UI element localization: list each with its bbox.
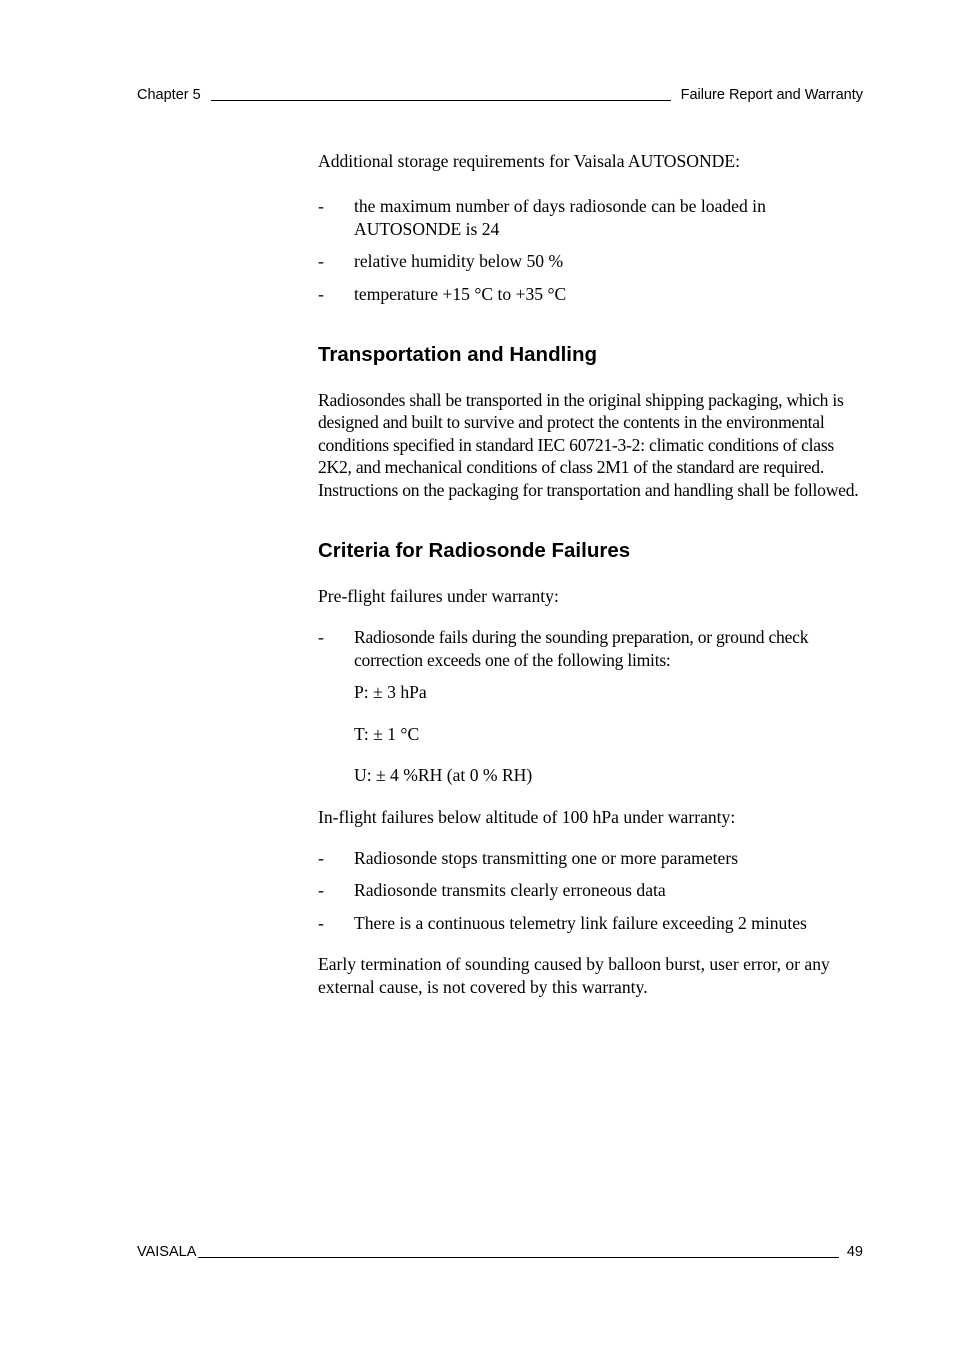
list-item: - temperature +15 °C to +35 °C bbox=[318, 283, 567, 304]
section-heading-criteria: Criteria for Radiosonde Failures bbox=[318, 539, 631, 563]
footer-brand: VAISALA bbox=[137, 1244, 197, 1260]
limit-temperature: T: ± 1 °C bbox=[354, 723, 420, 744]
preflight-list bbox=[318, 626, 866, 671]
page-header bbox=[137, 87, 863, 103]
limit-pressure: P: ± 3 hPa bbox=[354, 682, 427, 703]
page-number: 49 bbox=[846, 1244, 863, 1260]
inflight-intro: In-flight failures below altitude of 100 hPa under warranty: bbox=[318, 806, 736, 827]
list-item: - the maximum number of days radiosonde can be loaded in AUTOSONDE is 24 bbox=[318, 196, 766, 239]
list-item: - There is a continuous telemetry link failure exceeding 2 minutes bbox=[318, 912, 807, 933]
chapter-label: Chapter 5 bbox=[137, 87, 201, 103]
header-rule bbox=[211, 99, 671, 101]
chapter-title: Failure Report and Warranty bbox=[680, 87, 863, 103]
inflight-list bbox=[318, 847, 866, 934]
page-footer bbox=[137, 1244, 863, 1260]
page-body bbox=[318, 150, 866, 998]
section-heading-transport: Transportation and Handling bbox=[318, 343, 598, 367]
storage-list bbox=[318, 195, 866, 305]
list-item: - Radiosonde transmits clearly erroneous data bbox=[318, 880, 666, 901]
list-item: - Radiosonde stops transmitting one or more parameters bbox=[318, 847, 739, 868]
preflight-intro: Pre-flight failures under warranty: bbox=[318, 586, 559, 607]
list-item: - relative humidity below 50 % bbox=[318, 251, 564, 272]
transport-body: Radiosondes shall be transported in the original shipping packaging, which is designed and built to survive and protect the contents in the environmental conditions specified in standard IEC 60721-3-2: climatic conditions of class 2K2, and mechanical conditions of class 2M1 of the standard are required. Instructions on the packaging for transportation and handling shall be followed. bbox=[318, 390, 859, 500]
storage-intro: Additional storage requirements for Vaisala AUTOSONDE: bbox=[318, 151, 741, 171]
limit-humidity: U: ± 4 %RH (at 0 % RH) bbox=[354, 765, 533, 786]
closing-note: Early termination of sounding caused by balloon burst, user error, or any external cause, is not covered by this warranty. bbox=[318, 954, 830, 997]
footer-rule bbox=[198, 1256, 838, 1258]
list-item: - Radiosonde fails during the sounding preparation, or ground check correction exceeds one of the following limits: bbox=[318, 627, 809, 670]
